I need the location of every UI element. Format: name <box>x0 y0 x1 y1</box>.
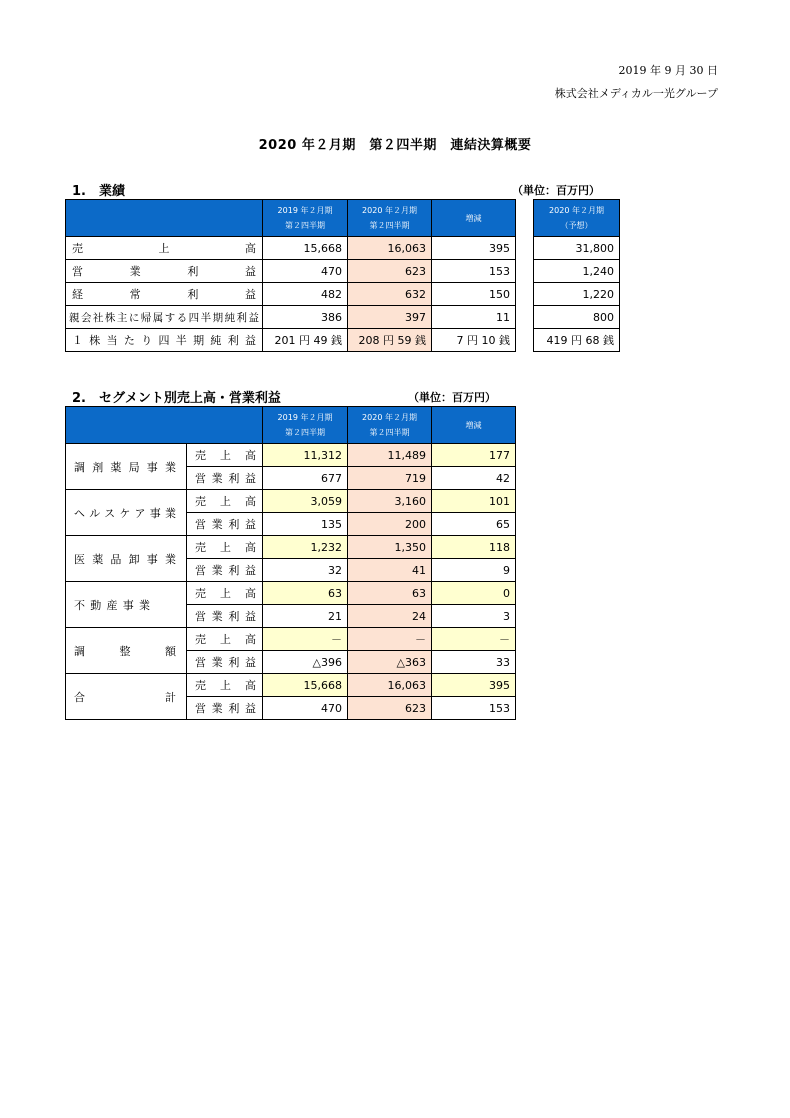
sub-label-sales: 売 上 高 <box>187 444 263 467</box>
row-label: 営 業 利 益 <box>66 260 263 283</box>
value-2020: 623 <box>348 260 432 283</box>
value-2019: 135 <box>263 513 348 536</box>
value-2019: 15,668 <box>263 674 348 697</box>
value-2019: 677 <box>263 467 348 490</box>
value-2019: 15,668 <box>263 237 348 260</box>
value-2020: 41 <box>348 559 432 582</box>
table-row <box>66 628 516 651</box>
table-row <box>66 306 620 329</box>
table-row <box>66 582 516 605</box>
value-change: 150 <box>432 283 516 306</box>
value-change: 33 <box>432 651 516 674</box>
value-2020: 719 <box>348 467 432 490</box>
table-row <box>66 444 516 467</box>
value-change: 395 <box>432 674 516 697</box>
value-2020: 63 <box>348 582 432 605</box>
value-2019: 470 <box>263 697 348 720</box>
table-row <box>66 490 516 513</box>
col-header-forecast: 2020 年２月期 （予想） <box>534 200 620 237</box>
value-2020: 397 <box>348 306 432 329</box>
table-row <box>66 237 620 260</box>
value-2020: 200 <box>348 513 432 536</box>
value-2019: 32 <box>263 559 348 582</box>
section1-unit: （単位：百万円） <box>512 184 600 197</box>
value-2020: 208 円 59 銭 <box>348 329 432 352</box>
value-2019: 21 <box>263 605 348 628</box>
sub-label-sales: 売 上 高 <box>187 490 263 513</box>
segment-name: ヘルスケア事業 <box>66 490 187 536</box>
table-row <box>66 674 516 697</box>
segment-table <box>65 406 516 720</box>
value-2019: 201 円 49 銭 <box>263 329 348 352</box>
company-name: 株式会社メディカル一光グループ <box>554 87 718 100</box>
section2-unit: （単位：百万円） <box>408 391 496 404</box>
value-2020: 3,160 <box>348 490 432 513</box>
col-header-2020: 2020 年２月期 第２四半期 <box>348 200 432 237</box>
table-row <box>66 536 516 559</box>
header-blank <box>66 407 263 444</box>
value-2020: 11,489 <box>348 444 432 467</box>
value-2019: △396 <box>263 651 348 674</box>
value-change: 153 <box>432 697 516 720</box>
sub-label-profit: 営業利益 <box>187 559 263 582</box>
value-change: 177 <box>432 444 516 467</box>
sub-label-sales: 売 上 高 <box>187 628 263 651</box>
value-2020: 24 <box>348 605 432 628</box>
value-2020: 623 <box>348 697 432 720</box>
value-forecast: 1,240 <box>534 260 620 283</box>
value-change: 42 <box>432 467 516 490</box>
document-date: 2019 年 9 月 30 日 <box>618 64 718 77</box>
value-2020: 16,063 <box>348 237 432 260</box>
row-label: 売 上 高 <box>66 237 263 260</box>
value-forecast: 800 <box>534 306 620 329</box>
value-change: 65 <box>432 513 516 536</box>
page-title: 2020 年２月期 第２四半期 連結決算概要 <box>258 138 532 153</box>
value-2019: 386 <box>263 306 348 329</box>
sub-label-profit: 営業利益 <box>187 697 263 720</box>
sub-label-profit: 営業利益 <box>187 605 263 628</box>
value-forecast: 1,220 <box>534 283 620 306</box>
value-2019: － <box>263 628 348 651</box>
sub-label-sales: 売 上 高 <box>187 582 263 605</box>
value-2019: 3,059 <box>263 490 348 513</box>
value-forecast: 31,800 <box>534 237 620 260</box>
segment-name: 調剤薬局事業 <box>66 444 187 490</box>
section2-heading: 2. セグメント別売上高・営業利益 <box>72 391 281 406</box>
value-forecast: 419 円 68 銭 <box>534 329 620 352</box>
header-blank <box>66 200 263 237</box>
value-change: 9 <box>432 559 516 582</box>
value-2020: 1,350 <box>348 536 432 559</box>
table-row <box>66 283 620 306</box>
row-label: １株当たり四半期純利益 <box>66 329 263 352</box>
value-change: － <box>432 628 516 651</box>
sub-label-profit: 営業利益 <box>187 651 263 674</box>
sub-label-sales: 売 上 高 <box>187 674 263 697</box>
sub-label-profit: 営業利益 <box>187 513 263 536</box>
section1-heading: 1. 業績 <box>72 184 125 199</box>
col-header-change: 増減 <box>432 407 516 444</box>
segment-name: 医薬品卸事業 <box>66 536 187 582</box>
value-2019: 63 <box>263 582 348 605</box>
value-2019: 482 <box>263 283 348 306</box>
sub-label-profit: 営業利益 <box>187 467 263 490</box>
value-change: 7 円 10 銭 <box>432 329 516 352</box>
row-label: 経 常 利 益 <box>66 283 263 306</box>
value-change: 118 <box>432 536 516 559</box>
value-change: 11 <box>432 306 516 329</box>
performance-table <box>65 199 620 352</box>
value-2020: △363 <box>348 651 432 674</box>
col-header-2019: 2019 年２月期 第２四半期 <box>263 407 348 444</box>
row-label: 親会社株主に帰属する四半期純利益 <box>66 306 263 329</box>
value-change: 101 <box>432 490 516 513</box>
table-row <box>66 260 620 283</box>
segment-name: 調 整 額 <box>66 628 187 674</box>
value-change: 0 <box>432 582 516 605</box>
value-2020: 16,063 <box>348 674 432 697</box>
value-2020: 632 <box>348 283 432 306</box>
value-change: 3 <box>432 605 516 628</box>
value-2019: 470 <box>263 260 348 283</box>
value-change: 153 <box>432 260 516 283</box>
table-row <box>66 329 620 352</box>
sub-label-sales: 売 上 高 <box>187 536 263 559</box>
segment-name: 合 計 <box>66 674 187 720</box>
col-header-2019: 2019 年２月期 第２四半期 <box>263 200 348 237</box>
value-2020: － <box>348 628 432 651</box>
col-header-change: 増減 <box>432 200 516 237</box>
col-header-2020: 2020 年２月期 第２四半期 <box>348 407 432 444</box>
value-change: 395 <box>432 237 516 260</box>
segment-name: 不動産事業 <box>66 582 187 628</box>
value-2019: 11,312 <box>263 444 348 467</box>
value-2019: 1,232 <box>263 536 348 559</box>
